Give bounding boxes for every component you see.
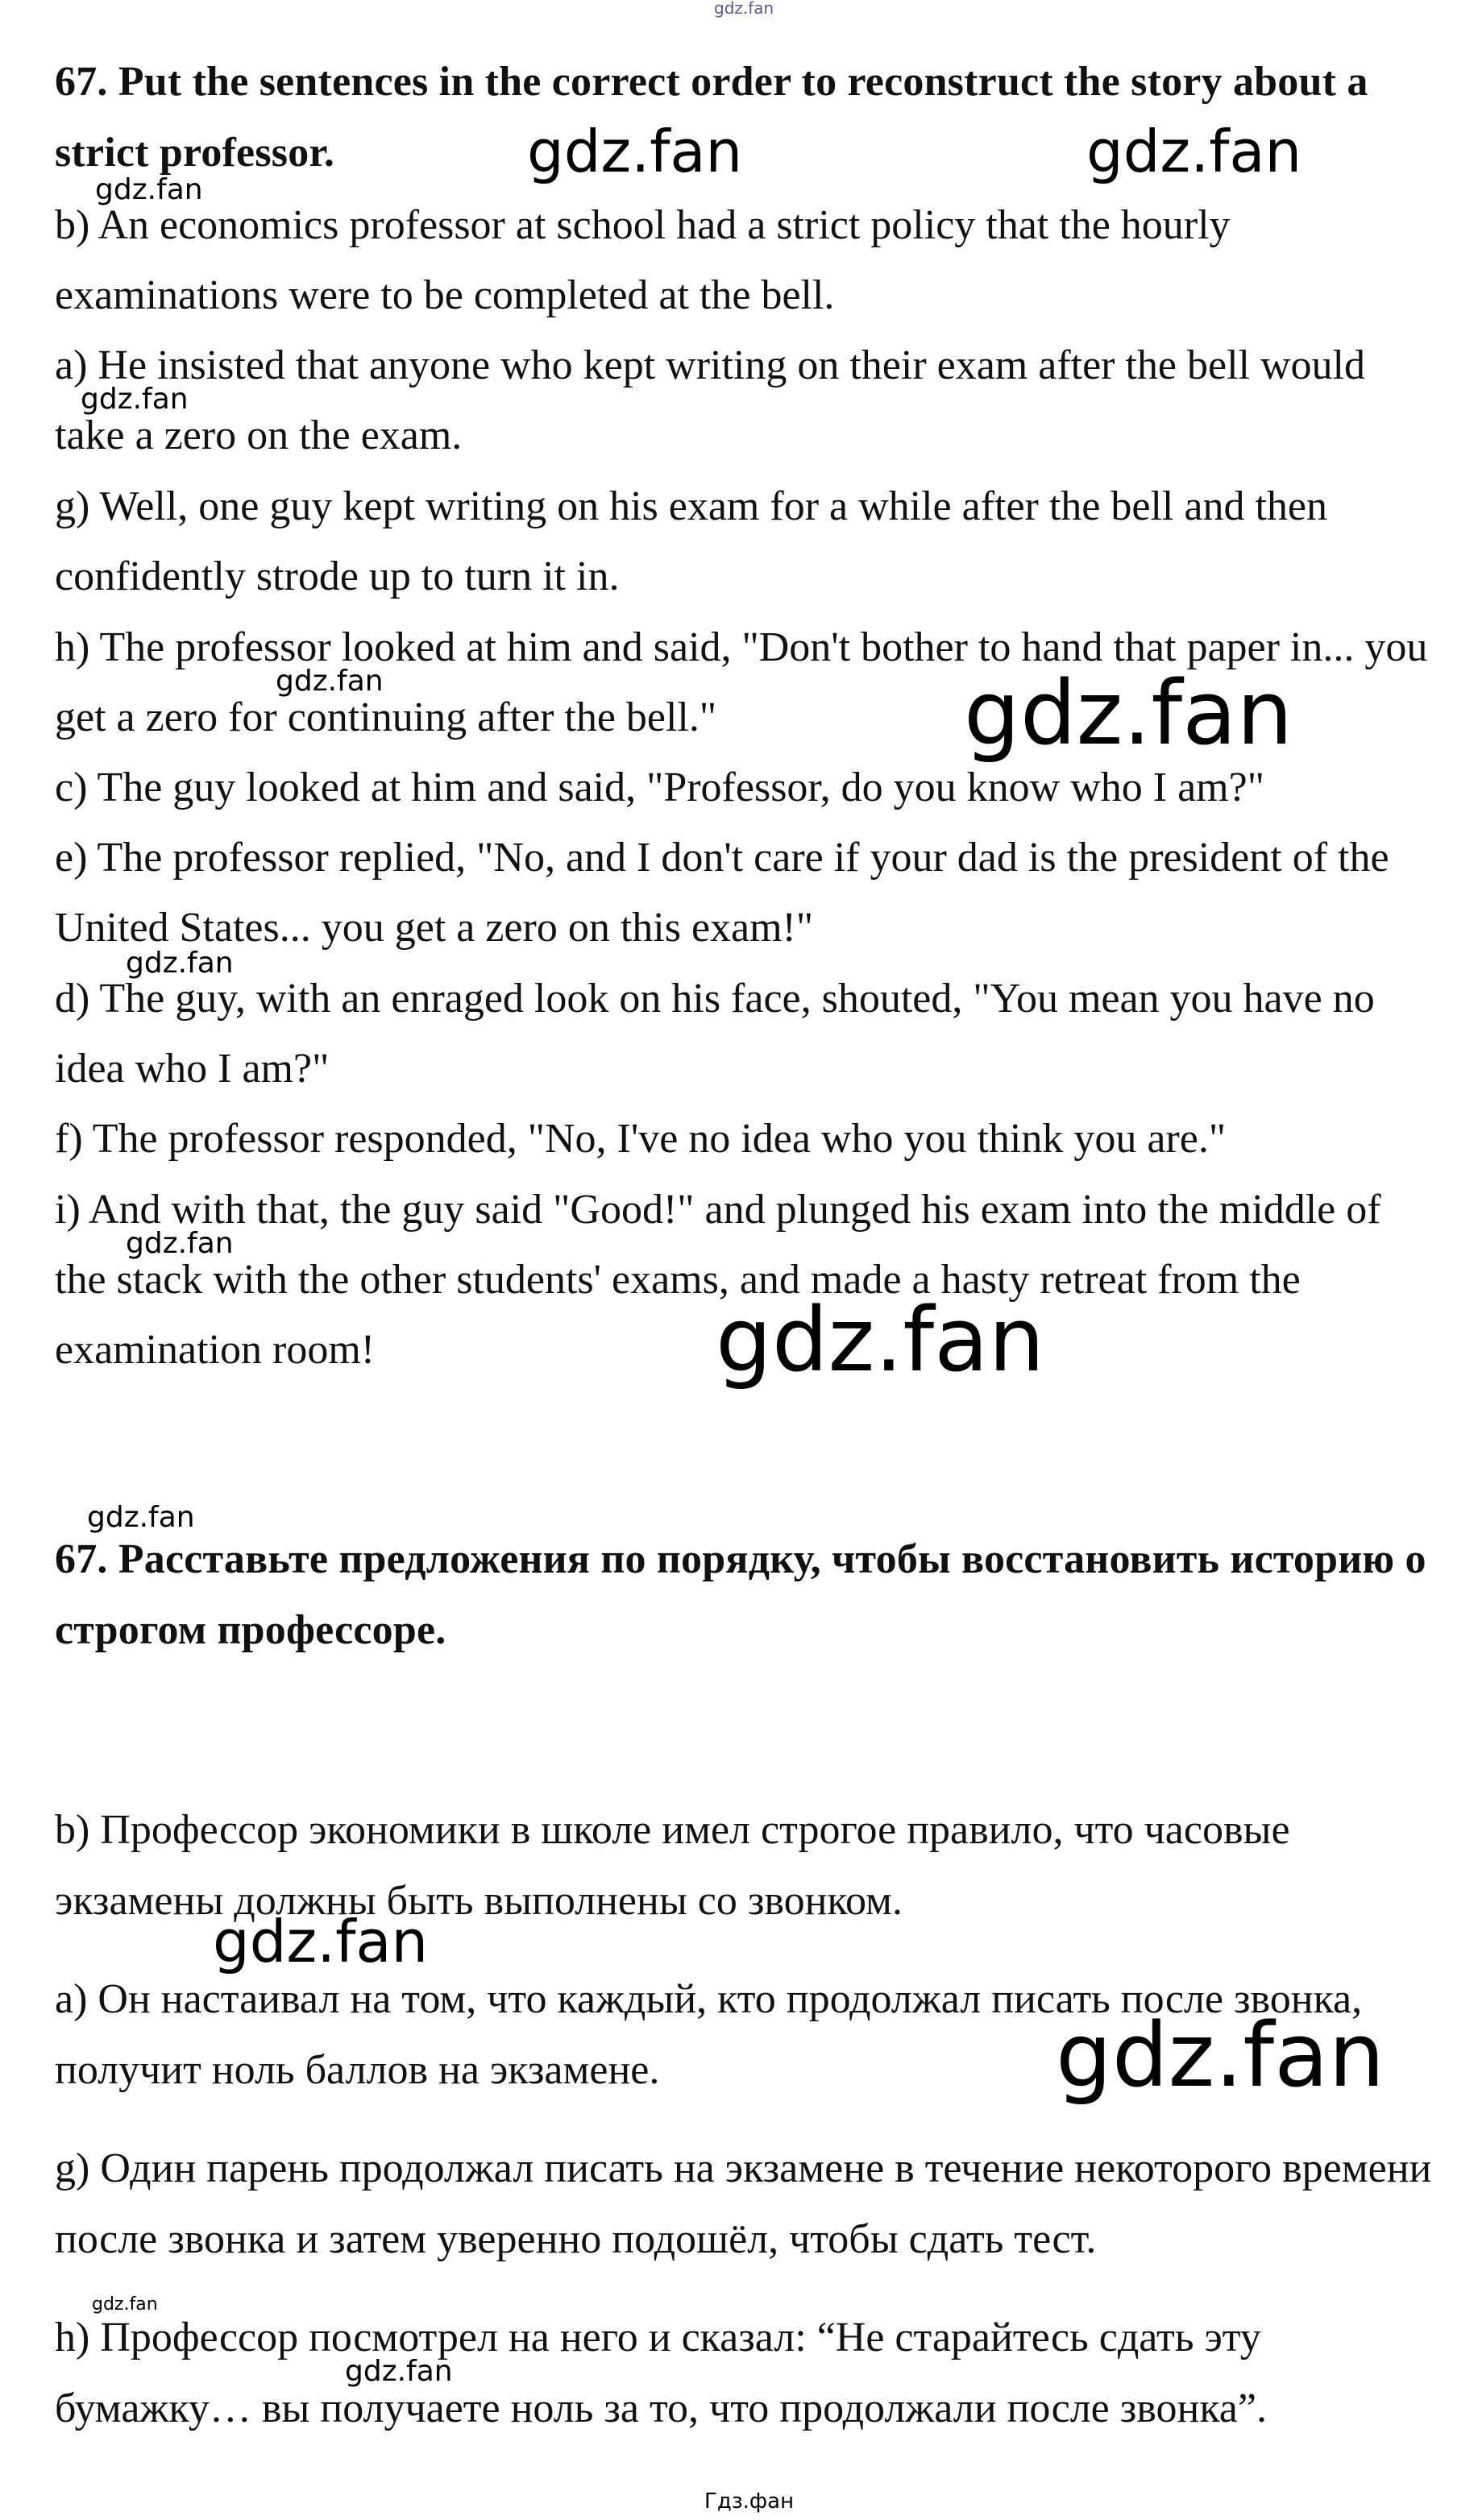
sentence-c-en: c) The guy looked at him and said, "Professor, do you know who I am?" xyxy=(55,765,1264,810)
watermark: gdz.fan xyxy=(126,947,234,980)
watermark: gdz.fan xyxy=(92,2294,158,2315)
sentence-i-en: i) And with that, the guy said "Good!" and plunged his exam into the middle of the stack with the other students' exams, and made a hasty retreat from the examination room! xyxy=(55,1187,1381,1373)
watermark: gdz.fan xyxy=(716,1288,1045,1391)
sentence-a-en: a) He insisted that anyone who kept writing on their exam after the bell would take a zero on the exam. xyxy=(55,342,1365,458)
watermark: gdz.fan xyxy=(276,665,384,698)
sentence-e-en: e) The professor replied, "No, and I don't care if your dad is the president of the United States... you get a zero on this exam!" xyxy=(55,835,1389,951)
sentence-g-en: g) Well, one guy kept writing on his exam for a while after the bell and then confidently strode up to turn it in. xyxy=(55,483,1327,599)
watermark-footer: Гдз.фан xyxy=(704,2489,795,2514)
watermark: gdz.fan xyxy=(1056,2004,1385,2107)
watermark: gdz.fan xyxy=(213,1908,429,1975)
watermark: gdz.fan xyxy=(126,1227,234,1260)
watermark-top: gdz.fan xyxy=(714,0,774,18)
sentence-b-ru: b) Профессор экономики в школе имел строгое правило, что часовые экзамены должны быть выполнены со звонком. xyxy=(55,1807,1290,1924)
watermark: gdz.fan xyxy=(81,383,189,416)
sentence-h-en: h) The professor looked at him and said, "Don't bother to hand that paper in... you get a zero for continuing after the bell." xyxy=(55,624,1428,740)
watermark: gdz.fan xyxy=(527,118,743,185)
watermark: gdz.fan xyxy=(1086,118,1302,185)
watermark: gdz.fan xyxy=(95,173,203,206)
sentence-b-en: b) An economics professor at school had a strict policy that the hourly examinations were to be completed at the bell. xyxy=(55,202,1231,318)
sentence-f-en: f) The professor responded, "No, I've no idea who you think you are." xyxy=(55,1116,1227,1162)
sentence-a-ru: a) Он настаивал на том, что каждый, кто продолжал писать после звонка, получит ноль баллов на экзамене. xyxy=(55,1976,1363,2093)
sentence-h-ru: h) Профессор посмотрел на него и сказал: “Не старайтесь сдать эту бумажку… вы получаете ноль за то, что продолжали после звонка”. xyxy=(55,2315,1267,2431)
watermark: gdz.fan xyxy=(964,661,1293,765)
sentence-g-ru: g) Один парень продолжал писать на экзамене в течение некоторого времени после звонка и затем уверенно подошёл, чтобы сдать тест. xyxy=(55,2145,1432,2262)
sentence-d-en: d) The guy, with an enraged look on his face, shouted, "You mean you have no idea who I am?" xyxy=(55,976,1375,1092)
exercise-heading-ru: 67. Расставьте предложения по порядку, чтобы восстановить историю о строгом профессоре. xyxy=(55,1536,1426,1653)
exercise-heading-en: 67. Put the sentences in the correct order to reconstruct the story about a strict professor. xyxy=(55,59,1368,176)
watermark: gdz.fan xyxy=(87,1501,195,1534)
watermark: gdz.fan xyxy=(345,2355,453,2388)
